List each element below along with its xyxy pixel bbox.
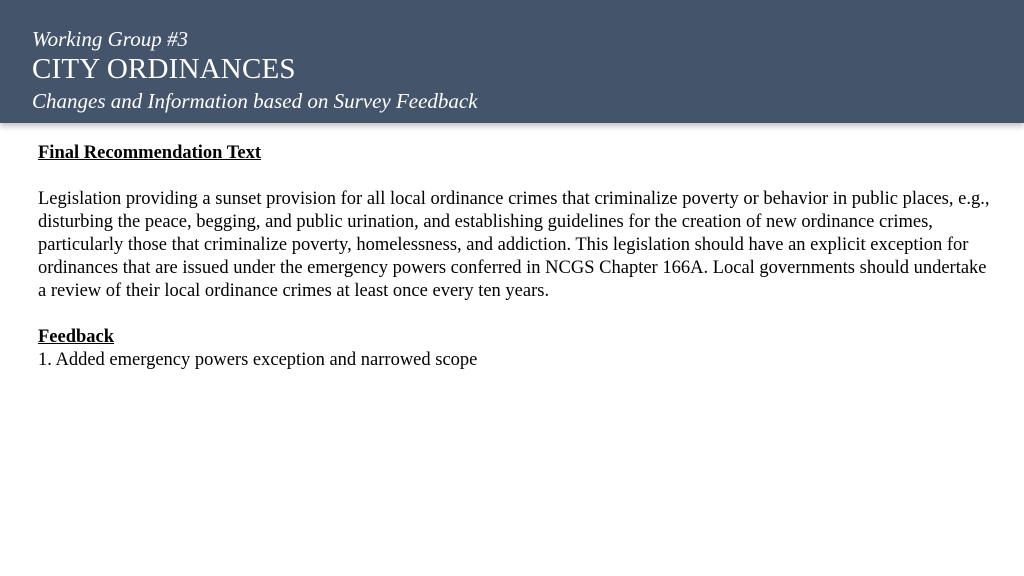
recommendation-heading: Final Recommendation Text xyxy=(38,143,262,163)
feedback-item: 1. Added emergency powers exception and narrowed scope xyxy=(38,350,478,370)
working-group-label: Working Group #3 xyxy=(32,27,188,51)
recommendation-body: Legislation providing a sunset provision for all local ordinance crimes that criminalize poverty or behavior in public places, e.g., disturbing the peace, begging, and public urination, and establishing guidelines for the creation of new ordinance crimes, particularly those that criminalize poverty, homelessness, and addiction. This legislation should have an explicit exception for ordinances that are issued under the emergency powers conferred in NCGS Chapter 166A. Local governments should undertake a review of their local ordinance crimes at least once every ten years. xyxy=(38,189,990,301)
slide-subtitle: Changes and Information based on Survey Feedback xyxy=(32,89,478,113)
slide-content xyxy=(38,142,998,372)
feedback-heading: Feedback xyxy=(38,327,115,347)
header-text-block xyxy=(32,26,478,116)
slide-title: CITY ORDINANCES xyxy=(32,53,296,85)
header-banner xyxy=(0,0,1024,123)
